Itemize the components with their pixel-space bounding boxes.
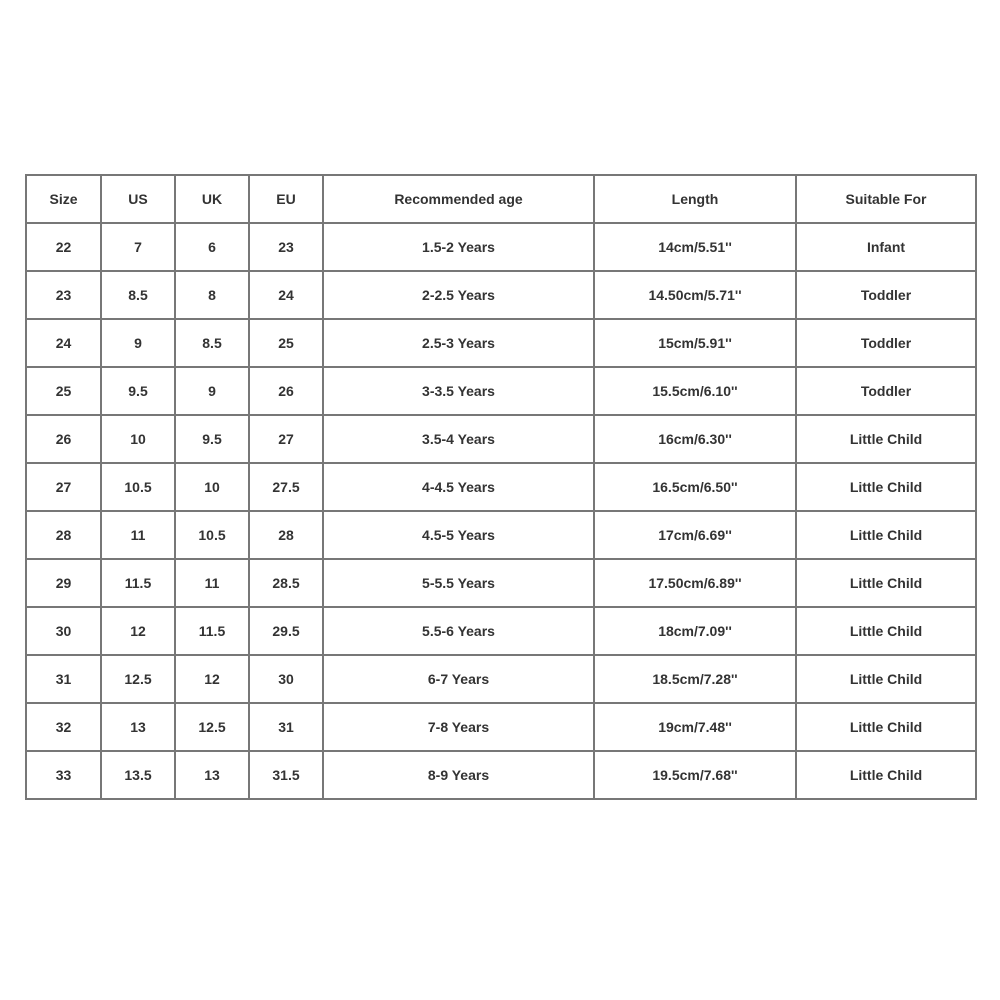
cell-uk: 9.5 xyxy=(175,415,249,463)
cell-us: 12 xyxy=(101,607,175,655)
cell-suitable-for: Infant xyxy=(796,223,976,271)
cell-eu: 31 xyxy=(249,703,323,751)
cell-recommended-age: 8-9 Years xyxy=(323,751,594,799)
cell-length: 19cm/7.48'' xyxy=(594,703,796,751)
cell-us: 10 xyxy=(101,415,175,463)
cell-uk: 9 xyxy=(175,367,249,415)
cell-length: 18cm/7.09'' xyxy=(594,607,796,655)
table-row xyxy=(26,463,976,511)
cell-size: 26 xyxy=(26,415,101,463)
cell-us: 11.5 xyxy=(101,559,175,607)
cell-recommended-age: 3.5-4 Years xyxy=(323,415,594,463)
cell-size: 29 xyxy=(26,559,101,607)
table-row xyxy=(26,367,976,415)
cell-us: 10.5 xyxy=(101,463,175,511)
header-us: US xyxy=(101,175,175,223)
cell-eu: 30 xyxy=(249,655,323,703)
table-row xyxy=(26,223,976,271)
cell-suitable-for: Little Child xyxy=(796,607,976,655)
table-body xyxy=(26,223,976,799)
cell-suitable-for: Toddler xyxy=(796,367,976,415)
cell-recommended-age: 6-7 Years xyxy=(323,655,594,703)
cell-suitable-for: Little Child xyxy=(796,559,976,607)
cell-size: 31 xyxy=(26,655,101,703)
cell-uk: 11 xyxy=(175,559,249,607)
cell-recommended-age: 3-3.5 Years xyxy=(323,367,594,415)
cell-uk: 10 xyxy=(175,463,249,511)
cell-recommended-age: 5.5-6 Years xyxy=(323,607,594,655)
cell-recommended-age: 2-2.5 Years xyxy=(323,271,594,319)
cell-eu: 25 xyxy=(249,319,323,367)
cell-suitable-for: Little Child xyxy=(796,655,976,703)
table-row xyxy=(26,415,976,463)
cell-suitable-for: Little Child xyxy=(796,511,976,559)
cell-size: 33 xyxy=(26,751,101,799)
cell-eu: 26 xyxy=(249,367,323,415)
header-suitable-for: Suitable For xyxy=(796,175,976,223)
cell-eu: 28.5 xyxy=(249,559,323,607)
header-recommended-age: Recommended age xyxy=(323,175,594,223)
cell-us: 13 xyxy=(101,703,175,751)
cell-suitable-for: Little Child xyxy=(796,751,976,799)
cell-uk: 8.5 xyxy=(175,319,249,367)
cell-uk: 12.5 xyxy=(175,703,249,751)
cell-size: 24 xyxy=(26,319,101,367)
cell-size: 27 xyxy=(26,463,101,511)
cell-suitable-for: Little Child xyxy=(796,463,976,511)
cell-uk: 6 xyxy=(175,223,249,271)
table-row xyxy=(26,319,976,367)
cell-us: 12.5 xyxy=(101,655,175,703)
table-row xyxy=(26,271,976,319)
table-row xyxy=(26,511,976,559)
cell-us: 8.5 xyxy=(101,271,175,319)
cell-eu: 27.5 xyxy=(249,463,323,511)
cell-uk: 8 xyxy=(175,271,249,319)
cell-us: 11 xyxy=(101,511,175,559)
cell-length: 19.5cm/7.68'' xyxy=(594,751,796,799)
cell-suitable-for: Little Child xyxy=(796,703,976,751)
table-row xyxy=(26,655,976,703)
cell-length: 17.50cm/6.89'' xyxy=(594,559,796,607)
cell-size: 32 xyxy=(26,703,101,751)
cell-eu: 27 xyxy=(249,415,323,463)
cell-recommended-age: 4-4.5 Years xyxy=(323,463,594,511)
cell-length: 15.5cm/6.10'' xyxy=(594,367,796,415)
cell-length: 17cm/6.69'' xyxy=(594,511,796,559)
cell-recommended-age: 7-8 Years xyxy=(323,703,594,751)
cell-suitable-for: Toddler xyxy=(796,319,976,367)
cell-eu: 23 xyxy=(249,223,323,271)
cell-length: 18.5cm/7.28'' xyxy=(594,655,796,703)
header-uk: UK xyxy=(175,175,249,223)
cell-recommended-age: 5-5.5 Years xyxy=(323,559,594,607)
cell-length: 14cm/5.51'' xyxy=(594,223,796,271)
cell-us: 13.5 xyxy=(101,751,175,799)
cell-us: 9 xyxy=(101,319,175,367)
cell-us: 9.5 xyxy=(101,367,175,415)
header-length: Length xyxy=(594,175,796,223)
size-chart-table xyxy=(25,174,977,800)
cell-suitable-for: Toddler xyxy=(796,271,976,319)
header-size: Size xyxy=(26,175,101,223)
cell-size: 28 xyxy=(26,511,101,559)
cell-size: 23 xyxy=(26,271,101,319)
table-row xyxy=(26,703,976,751)
cell-eu: 24 xyxy=(249,271,323,319)
cell-length: 15cm/5.91'' xyxy=(594,319,796,367)
cell-uk: 11.5 xyxy=(175,607,249,655)
cell-uk: 10.5 xyxy=(175,511,249,559)
cell-us: 7 xyxy=(101,223,175,271)
table-row xyxy=(26,751,976,799)
cell-size: 22 xyxy=(26,223,101,271)
cell-recommended-age: 1.5-2 Years xyxy=(323,223,594,271)
cell-uk: 13 xyxy=(175,751,249,799)
cell-recommended-age: 4.5-5 Years xyxy=(323,511,594,559)
cell-length: 16cm/6.30'' xyxy=(594,415,796,463)
cell-size: 25 xyxy=(26,367,101,415)
cell-suitable-for: Little Child xyxy=(796,415,976,463)
cell-eu: 31.5 xyxy=(249,751,323,799)
header-row xyxy=(26,175,976,223)
cell-length: 14.50cm/5.71'' xyxy=(594,271,796,319)
cell-length: 16.5cm/6.50'' xyxy=(594,463,796,511)
cell-eu: 29.5 xyxy=(249,607,323,655)
table-row xyxy=(26,607,976,655)
cell-recommended-age: 2.5-3 Years xyxy=(323,319,594,367)
cell-size: 30 xyxy=(26,607,101,655)
cell-uk: 12 xyxy=(175,655,249,703)
table-row xyxy=(26,559,976,607)
header-eu: EU xyxy=(249,175,323,223)
cell-eu: 28 xyxy=(249,511,323,559)
